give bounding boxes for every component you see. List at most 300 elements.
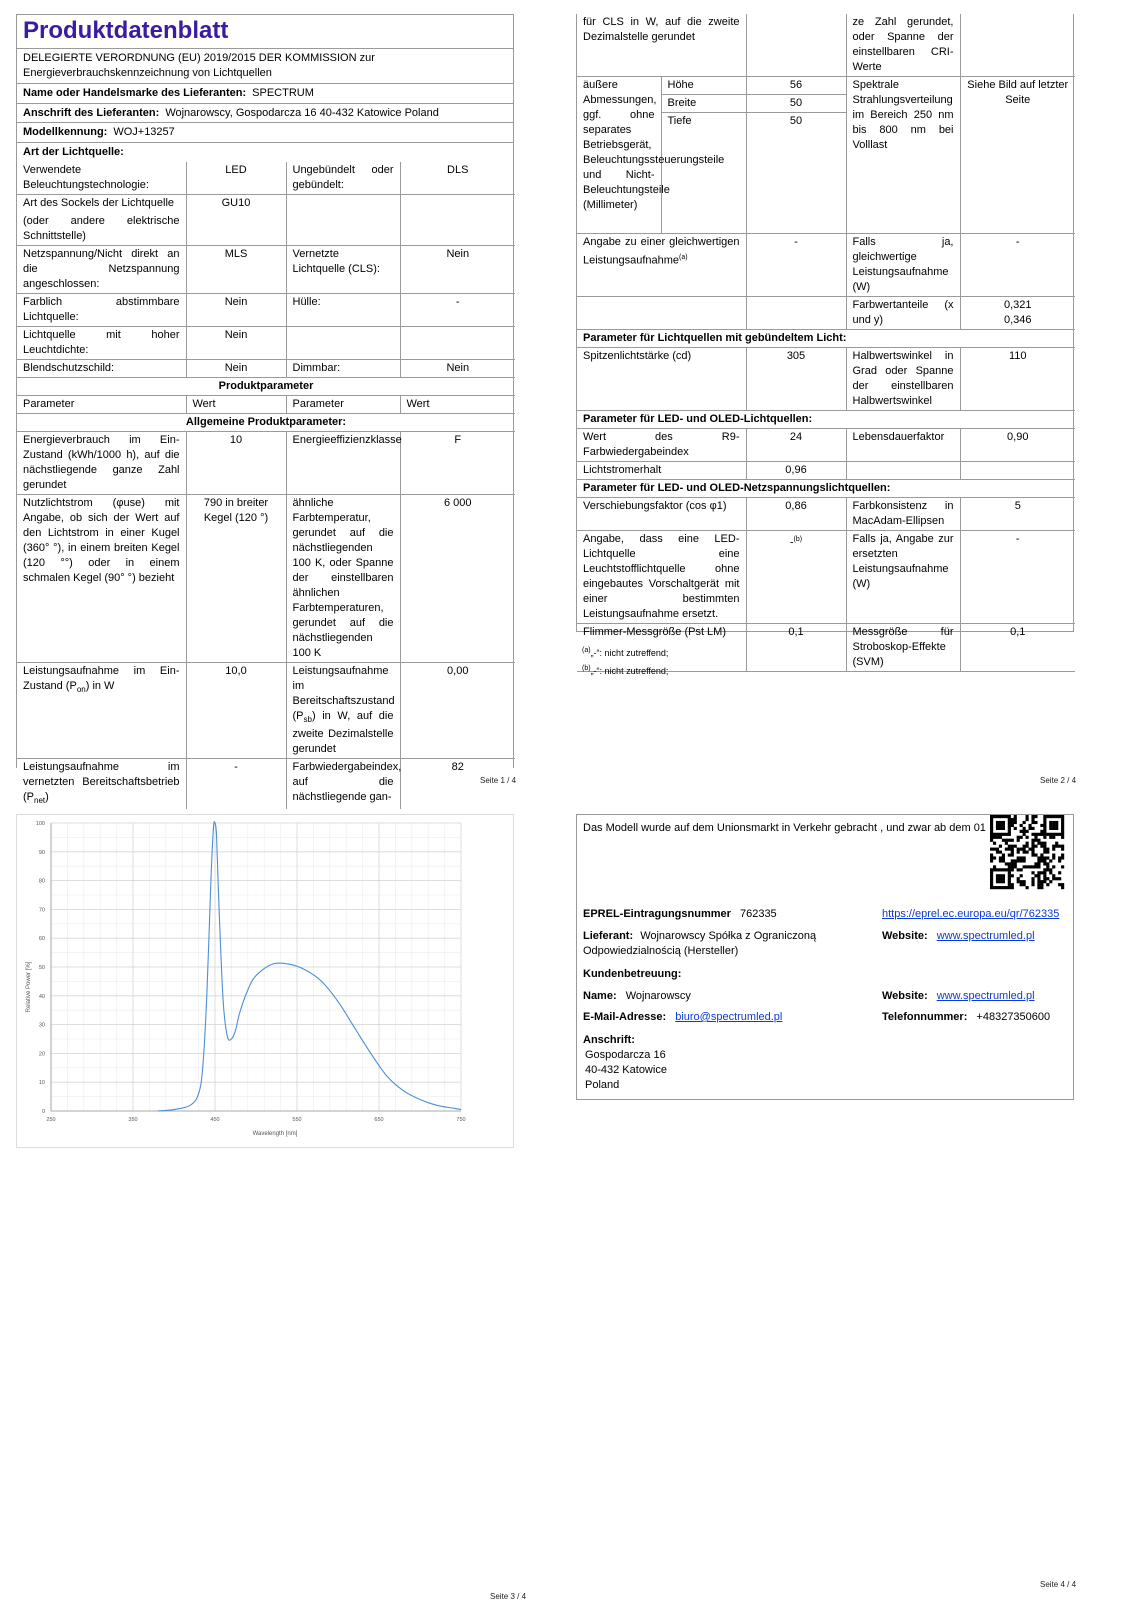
- table-cell: Nein: [186, 327, 286, 360]
- qr-module: [993, 865, 996, 868]
- qr-module: [1014, 827, 1017, 830]
- supplier-value: Wojnarowscy Spółka z Ograniczoną Odpowiedzialnością (Hersteller): [583, 930, 817, 957]
- table-cell: [400, 195, 515, 246]
- qr-module: [1031, 851, 1034, 854]
- qr-module: [1043, 824, 1046, 827]
- qr-module: [1058, 856, 1061, 859]
- eprel-link[interactable]: https://eprel.ec.europa.eu/qr/762335: [882, 908, 1060, 920]
- qr-module: [996, 824, 999, 827]
- socket-label-detail: (oder andere elektrische Schnittstelle): [23, 215, 180, 243]
- qr-module: [1043, 830, 1046, 833]
- qr-module: [1026, 842, 1029, 845]
- section-header-row: [577, 411, 1075, 429]
- table-cell: 0,90: [960, 429, 1075, 462]
- qr-module: [1040, 886, 1043, 889]
- qr-module: [999, 815, 1002, 818]
- qr-module: [1052, 821, 1055, 824]
- qr-module: [1008, 853, 1011, 856]
- customer-service-heading: [583, 967, 681, 982]
- qr-module: [1023, 856, 1026, 859]
- qr-module: [1008, 815, 1011, 818]
- table-cell: Blendschutzschild:: [17, 360, 186, 378]
- table-row: [577, 297, 1075, 330]
- qr-module: [1043, 836, 1046, 839]
- address-label: Anschrift des Lieferanten:: [23, 106, 160, 119]
- qr-module: [990, 880, 993, 883]
- qr-module: [1002, 839, 1005, 842]
- networked-standby-label: Leistungsaufnahme im vernetzten Bereitschaftsbetrieb (P: [23, 761, 180, 804]
- qr-module: [1040, 871, 1043, 874]
- qr-module: [996, 877, 999, 880]
- qr-module: [1061, 853, 1064, 856]
- qr-module: [1026, 836, 1029, 839]
- qr-module: [1002, 877, 1005, 880]
- eprel-row: [583, 907, 777, 922]
- qr-module: [1046, 883, 1049, 886]
- website-link[interactable]: www.spectrumled.pl: [936, 930, 1035, 942]
- qr-module: [1011, 886, 1014, 889]
- footnote-a-text: „-“: nicht zutreffend;: [590, 648, 669, 658]
- phone-label: Telefonnummer:: [882, 1011, 968, 1023]
- qr-module: [1026, 845, 1029, 848]
- qr-module: [1043, 821, 1046, 824]
- qr-module: [1031, 815, 1034, 818]
- qr-module: [1026, 815, 1029, 818]
- qr-module: [1049, 821, 1052, 824]
- section-header-row: [577, 480, 1075, 498]
- qr-module: [1008, 830, 1011, 833]
- qr-module: [1014, 818, 1017, 821]
- section-header-general-parameters: Allgemeine Produktparameter:: [17, 414, 515, 432]
- address-label: Anschrift:: [583, 1034, 635, 1046]
- qr-module: [1011, 862, 1014, 865]
- table-row: [577, 498, 1075, 531]
- table-cell: Falls ja, Angabe zur ersetzten Leistungsaufnahme (W): [846, 531, 960, 624]
- qr-module: [1043, 868, 1046, 871]
- qr-module: [1040, 853, 1043, 856]
- page-number: Seite 3 / 4: [490, 1592, 527, 1601]
- qr-module: [1008, 824, 1011, 827]
- model-label: Modellkennung:: [23, 126, 108, 139]
- chart-grid: [51, 823, 461, 1111]
- table-cell: Angabe, dass eine LED-Lichtquelle eine Leuchtstofflichtquelle ohne eingebautes Vorschaltgerät mit einer bestimmten Leistungsaufnahme ersetzt.: [577, 531, 746, 624]
- qr-module: [999, 859, 1002, 862]
- qr-module: [996, 874, 999, 877]
- qr-module: [1040, 833, 1043, 836]
- table-cell: -: [746, 234, 846, 297]
- table-cell: 110: [960, 348, 1075, 411]
- table-cell: -: [186, 759, 286, 810]
- qr-module: [1061, 827, 1064, 830]
- qr-module: [1002, 856, 1005, 859]
- qr-module: [1031, 818, 1034, 821]
- qr-module: [1037, 877, 1040, 880]
- qr-module: [1037, 862, 1040, 865]
- qr-module: [1052, 836, 1055, 839]
- table-cell: [960, 462, 1075, 480]
- qr-module: [1061, 845, 1064, 848]
- qr-module: [1046, 877, 1049, 880]
- networked-standby-label-end: ): [45, 791, 49, 804]
- page-2-table: [577, 14, 1075, 672]
- table-header-row: [17, 396, 515, 414]
- dimension-value: 50: [746, 95, 846, 113]
- column-header: Wert: [400, 396, 515, 414]
- qr-module: [1008, 827, 1011, 830]
- table-cell: [17, 195, 186, 246]
- table-cell: 10: [186, 432, 286, 495]
- qr-module: [1008, 886, 1011, 889]
- qr-module: [1031, 839, 1034, 842]
- qr-module: [1052, 833, 1055, 836]
- qr-module: [990, 839, 993, 842]
- customer-service-label: Kundenbetreuung:: [583, 968, 682, 980]
- qr-module: [1055, 824, 1058, 827]
- qr-module: [1043, 815, 1046, 818]
- qr-module: [1002, 853, 1005, 856]
- y-tick-label: 10: [38, 1080, 45, 1087]
- table-cell: Verwendete Beleuchtungstechnologie:: [17, 162, 186, 195]
- qr-module: [1052, 827, 1055, 830]
- qr-module: [990, 874, 993, 877]
- qr-module: [996, 815, 999, 818]
- qr-module: [1052, 877, 1055, 880]
- address-line: 40-432 Katowice: [585, 1063, 667, 1076]
- dimension-value: 50: [746, 113, 846, 234]
- table-cell: -: [960, 234, 1075, 297]
- qr-module: [990, 836, 993, 839]
- section-header-led: Parameter für LED- und OLED-Lichtquellen:: [577, 411, 1075, 429]
- power-on-label: Leistungsaufnahme im Ein-Zustand (P: [23, 665, 180, 693]
- qr-code-icon: [990, 815, 1064, 889]
- qr-module: [996, 833, 999, 836]
- qr-module: [1031, 871, 1034, 874]
- qr-module: [1005, 842, 1008, 845]
- section-header-row: [17, 414, 515, 432]
- x-tick-label: 550: [292, 1117, 302, 1123]
- qr-module: [1014, 859, 1017, 862]
- qr-module: [1017, 856, 1020, 859]
- qr-module: [1052, 845, 1055, 848]
- qr-module: [1008, 845, 1011, 848]
- table-cell: F: [400, 432, 515, 495]
- qr-module: [1026, 886, 1029, 889]
- qr-module: [990, 821, 993, 824]
- dimension-value: 56: [746, 77, 846, 95]
- market-text: Das Modell wurde auf dem Unionsmarkt in Verkehr gebracht , und zwar ab dem 01: [583, 822, 986, 834]
- qr-module: [1017, 880, 1020, 883]
- table-cell: ze Zahl gerundet, oder Spanne der einstellbaren CRI-Werte: [846, 14, 960, 77]
- table-cell: 0,1: [746, 624, 846, 672]
- qr-module: [990, 830, 993, 833]
- qr-module: [990, 827, 993, 830]
- table-cell: 5: [960, 498, 1075, 531]
- qr-module: [1037, 865, 1040, 868]
- y-tick-label: 70: [38, 907, 45, 914]
- x-tick-label: 450: [210, 1117, 220, 1123]
- qr-module: [1040, 880, 1043, 883]
- supplier-row: [583, 929, 873, 959]
- x-tick-label: 350: [128, 1117, 138, 1123]
- qr-module: [1008, 848, 1011, 851]
- qr-module: [1026, 830, 1029, 833]
- qr-module: [1014, 821, 1017, 824]
- qr-module: [999, 856, 1002, 859]
- qr-module: [990, 883, 993, 886]
- qr-module: [993, 848, 996, 851]
- qr-module: [1011, 883, 1014, 886]
- qr-module: [996, 886, 999, 889]
- table-cell: 6 000: [400, 495, 515, 663]
- table-cell: Farbwiedergabeindex, auf die nächstliegende gan-: [286, 759, 400, 810]
- column-header: Parameter: [286, 396, 400, 414]
- qr-module: [1058, 845, 1061, 848]
- qr-module: [1014, 862, 1017, 865]
- color-x-value: 0,321: [1003, 299, 1032, 311]
- website2-label: Website:: [882, 990, 928, 1002]
- qr-module: [996, 848, 999, 851]
- qr-module: [1040, 856, 1043, 859]
- qr-module: [1055, 845, 1058, 848]
- table-row: [577, 14, 1075, 77]
- name-row: [583, 989, 691, 1004]
- table-cell: Ungebündelt oder gebündelt:: [286, 162, 400, 195]
- table-row: [17, 195, 515, 246]
- x-tick-label: 750: [456, 1117, 466, 1123]
- qr-module: [1037, 856, 1040, 859]
- spectral-label: Spektrale Strahlungsverteilung im Bereich 250 nm bis 800 nm bei Volllast: [846, 77, 960, 234]
- qr-module: [1058, 833, 1061, 836]
- qr-module: [1049, 868, 1052, 871]
- x-tick-label: 650: [374, 1117, 384, 1123]
- qr-module: [1002, 859, 1005, 862]
- qr-module: [1011, 865, 1014, 868]
- y-tick-label: 50: [38, 965, 45, 971]
- qr-module: [1049, 836, 1052, 839]
- table-cell: Energieverbrauch im Ein-Zustand (kWh/1000 h), auf die nächstliegende ganze Zahl gerundet: [17, 432, 186, 495]
- address-block: [583, 1033, 667, 1092]
- qr-module: [990, 859, 993, 862]
- qr-module: [1008, 818, 1011, 821]
- email-link[interactable]: biuro@spectrumled.pl: [675, 1011, 783, 1023]
- spectrum-chart: [17, 815, 513, 1147]
- qr-module: [1011, 845, 1014, 848]
- qr-module: [1031, 842, 1034, 845]
- qr-module: [1002, 886, 1005, 889]
- qr-module: [1052, 824, 1055, 827]
- replace-value: -: [789, 536, 794, 549]
- footnote-a: [582, 646, 668, 659]
- column-header: Wert: [186, 396, 286, 414]
- qr-module: [1008, 868, 1011, 871]
- qr-module: [990, 868, 993, 871]
- qr-module: [999, 868, 1002, 871]
- table-cell: 24: [746, 429, 846, 462]
- table-row: [17, 495, 515, 663]
- qr-module: [1011, 874, 1014, 877]
- qr-module: [1034, 839, 1037, 842]
- qr-module: [1061, 856, 1064, 859]
- qr-module: [1040, 842, 1043, 845]
- light-source-type-row: [17, 143, 513, 162]
- eprel-label: EPREL-Eintragungsnummer: [583, 908, 731, 920]
- qr-module: [1028, 848, 1031, 851]
- qr-module: [1023, 845, 1026, 848]
- qr-module: [1061, 818, 1064, 821]
- qr-module: [1043, 871, 1046, 874]
- address-row: [17, 104, 513, 124]
- table-cell: Lichtquelle mit hoher Leuchtdichte:: [17, 327, 186, 360]
- qr-module: [1020, 824, 1023, 827]
- table-row: [17, 432, 515, 495]
- table-cell: [17, 759, 186, 810]
- qr-module: [1055, 877, 1058, 880]
- qr-module: [1023, 851, 1026, 854]
- qr-module: [990, 818, 993, 821]
- dimension-name: Tiefe: [661, 113, 746, 234]
- qr-module: [1017, 877, 1020, 880]
- qr-module: [999, 877, 1002, 880]
- qr-module: [1040, 845, 1043, 848]
- qr-module: [1043, 859, 1046, 862]
- power-on-subscript: on: [76, 685, 86, 695]
- table-cell: 0,1: [960, 624, 1075, 672]
- qr-module: [996, 836, 999, 839]
- supplier-value: SPECTRUM: [252, 86, 314, 99]
- qr-module: [993, 842, 996, 845]
- dimensions-label: äußere Abmessungen, ggf. ohne separates Betriebsgerät, Beleuchtungssteuerungsteile und Nicht-Beleuchtungsteile (Millimeter): [577, 77, 661, 234]
- website2-link[interactable]: www.spectrumled.pl: [936, 990, 1035, 1002]
- qr-module: [1017, 868, 1020, 871]
- column-header: Parameter: [17, 396, 186, 414]
- qr-module: [1043, 877, 1046, 880]
- x-tick-label: 250: [46, 1117, 56, 1123]
- qr-module: [1008, 821, 1011, 824]
- qr-module: [1031, 880, 1034, 883]
- qr-module: [1005, 848, 1008, 851]
- table-cell: Netzspannung/Nicht direkt an die Netzspannung angeschlossen:: [17, 246, 186, 294]
- table-cell: Energieeffizienzklasse: [286, 432, 400, 495]
- qr-module: [993, 815, 996, 818]
- website-label: Website:: [882, 930, 928, 942]
- qr-module: [1043, 874, 1046, 877]
- qr-module: [1008, 880, 1011, 883]
- table-cell: -: [400, 294, 515, 327]
- y-tick-label: 80: [38, 878, 45, 885]
- table-cell: [17, 663, 186, 759]
- table-cell: 305: [746, 348, 846, 411]
- qr-module: [1008, 877, 1011, 880]
- qr-module: [1058, 815, 1061, 818]
- table-cell: Hülle:: [286, 294, 400, 327]
- y-tick-label: 60: [38, 936, 45, 943]
- qr-module: [1023, 827, 1026, 830]
- qr-module: [1037, 859, 1040, 862]
- qr-module: [1034, 865, 1037, 868]
- email-row: [583, 1010, 782, 1025]
- table-cell: Wert des R9-Farbwiedergabeindex: [577, 429, 746, 462]
- table-cell: Dimmbar:: [286, 360, 400, 378]
- qr-module: [990, 815, 993, 818]
- qr-module: [1020, 868, 1023, 871]
- qr-module: [1023, 883, 1026, 886]
- qr-module: [1034, 821, 1037, 824]
- qr-module: [1020, 848, 1023, 851]
- qr-module: [1037, 842, 1040, 845]
- table-row: [17, 294, 515, 327]
- qr-module: [1028, 824, 1031, 827]
- qr-module: [996, 868, 999, 871]
- qr-module: [1046, 851, 1049, 854]
- qr-module: [1011, 848, 1014, 851]
- qr-module: [1061, 833, 1064, 836]
- color-y-value: 0,346: [1003, 314, 1032, 326]
- qr-module: [999, 836, 1002, 839]
- table-row: [577, 531, 1075, 624]
- table-cell: [286, 195, 400, 246]
- spectral-value: Siehe Bild auf letzter Seite: [960, 77, 1075, 234]
- table-cell: [286, 663, 400, 759]
- qr-module: [1017, 859, 1020, 862]
- address-line: Poland: [585, 1078, 620, 1091]
- qr-module: [1031, 865, 1034, 868]
- qr-module: [1023, 848, 1026, 851]
- qr-module: [1020, 830, 1023, 833]
- table-cell: Vernetzte Lichtquelle (CLS):: [286, 246, 400, 294]
- table-cell: Verschiebungsfaktor (cos φ1): [577, 498, 746, 531]
- table-cell: [746, 531, 846, 624]
- qr-module: [1008, 839, 1011, 842]
- qr-module: [1052, 856, 1055, 859]
- spectrum-chart-frame: [16, 814, 514, 1148]
- qr-module: [1061, 883, 1064, 886]
- qr-module: [1011, 851, 1014, 854]
- table-cell: Farbwertanteile (x und y): [846, 297, 960, 330]
- table-cell: 10,0: [186, 663, 286, 759]
- page-number: Seite 2 / 4: [1040, 776, 1077, 785]
- qr-module: [1031, 853, 1034, 856]
- qr-module: [1049, 859, 1052, 862]
- qr-module: [1034, 836, 1037, 839]
- qr-module: [1061, 836, 1064, 839]
- table-row: [17, 162, 515, 195]
- qr-module: [1034, 845, 1037, 848]
- qr-module: [1008, 833, 1011, 836]
- qr-module: [1011, 868, 1014, 871]
- qr-module: [1002, 868, 1005, 871]
- equivalent-power-label: Angabe zu einer gleichwertigen Leistungsaufnahme: [583, 236, 740, 267]
- qr-module: [999, 886, 1002, 889]
- qr-module: [1023, 859, 1026, 862]
- qr-module: [1002, 833, 1005, 836]
- qr-module: [1017, 848, 1020, 851]
- section-header-product-parameters: Produktparameter: [17, 378, 515, 396]
- phone-row: [882, 1010, 1050, 1025]
- qr-module: [1046, 862, 1049, 865]
- qr-module: [1046, 815, 1049, 818]
- qr-module: [999, 827, 1002, 830]
- qr-module: [1049, 815, 1052, 818]
- table-cell: -: [960, 531, 1075, 624]
- qr-module: [1028, 865, 1031, 868]
- qr-module: [990, 856, 993, 859]
- qr-module: [1040, 859, 1043, 862]
- model-value: WOJ+13257: [113, 126, 175, 139]
- qr-module: [1043, 880, 1046, 883]
- table-cell: 0,96: [746, 462, 846, 480]
- qr-module: [1023, 833, 1026, 836]
- y-tick-label: 100: [35, 821, 45, 827]
